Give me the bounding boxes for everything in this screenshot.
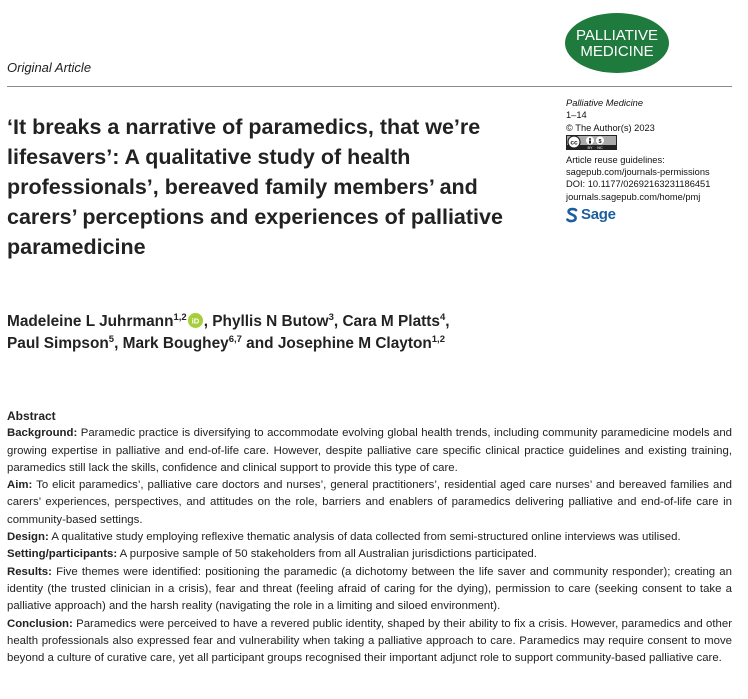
logo-line-2: MEDICINE <box>580 43 654 60</box>
journal-logo <box>564 12 670 74</box>
author: Madeleine L Juhrmann$^{1,2}$ <box>7 311 187 330</box>
orcid-icon[interactable] <box>188 313 203 328</box>
svg-text:BY: BY <box>587 146 593 151</box>
journal-name: Palliative Medicine <box>566 98 643 108</box>
reuse-guidelines-label: Article reuse guidelines: <box>566 154 665 165</box>
journal-homepage-link[interactable]: journals.sagepub.com/home/pmj <box>566 191 701 202</box>
abstract-heading: Abstract <box>7 409 56 423</box>
article-metadata <box>566 97 736 223</box>
svg-text:$: $ <box>598 139 602 146</box>
abstract-setting: Setting/participants: A purposive sample of 50 stakeholders from all Australian jurisdictions participated. <box>7 548 537 561</box>
author-list: Madeleine L Juhrmann$^{1,2}$ iD , Phyllis N Butow$^3$, Cara M Platts$^4$, Paul Simpson$^5$, Mark Boughey$^{6,7}$ and Josephine M Clayton$^{1,2}$ <box>7 311 450 352</box>
publisher-name: Sage <box>581 206 616 224</box>
abstract-results: Results: Five themes were identified: positioning the paramedic (a dichotomy between the life saver and community responder); creating an identity (the trusted clinician in a crisis), fear and threat (feeling afraid of caring for the dying), permission to care (seeking consent to take a palliative approach) and the harsh reality (navigating the role in a limiting and siloed environment). <box>7 565 732 613</box>
article-title: ‘It breaks a narrative of paramedics, that we’re lifesavers’: A qualitative study of health professionals’, bereaved family members’ and carers’ perceptions and experiences of palliative paramedicine <box>7 115 503 259</box>
author: Phyllis N Butow$^3$ <box>212 311 334 330</box>
page-range: 1–14 <box>566 110 587 121</box>
sage-logo <box>566 207 736 223</box>
abstract-background: Background: Paramedic practice is diversifying to accommodate evolving global health trends, including community paramedicine models and growing expertise in palliative and end-of-life care. However, despite palliative care specific clinical practice guidelines and existing training, paramedics still lack the skills, confidence and clinical support to provide this type of care. <box>7 427 732 474</box>
author: Josephine M Clayton$^{1,2}$ <box>277 333 445 352</box>
doi[interactable]: DOI: 10.1177/02692163231186451 <box>566 179 711 190</box>
svg-text:cc: cc <box>570 139 578 147</box>
author: Cara M Platts$^4$ <box>342 311 446 330</box>
abstract-conclusion: Conclusion: Paramedics were perceived to have a revered public identity, shaped by their ability to fix a crisis. However, paramedics and other health professionals also expressed fear and vulnerability when taking a palliative approach to care. Paramedics may require consent to move beyond a culture of curative care, yet all participant groups recognised their important adjunct role to support community-based palliative care. <box>7 617 732 665</box>
abstract-design: Design: A qualitative study employing reflexive thematic analysis of data collected from semi-structured online interviews was utilised. <box>7 531 681 544</box>
copyright: © The Author(s) 2023 <box>566 122 655 133</box>
article-type: Original Article <box>7 60 92 75</box>
abstract <box>7 408 732 667</box>
sage-s-icon <box>566 207 578 223</box>
logo-line-1: PALLIATIVE <box>576 27 658 44</box>
cc-by-nc-icon[interactable] <box>566 135 617 150</box>
author: Mark Boughey$^{6,7}$ <box>122 333 242 352</box>
svg-text:iD: iD <box>191 316 200 326</box>
header-divider <box>7 86 732 87</box>
author: Paul Simpson$^5$ <box>7 333 115 352</box>
svg-text:NC: NC <box>597 146 603 151</box>
abstract-aim: Aim: To elicit paramedics’, palliative care doctors and nurses’, general practitioners’, residential aged care nurses’ and bereaved families and carers’ experiences, perspectives, and attitudes on the role, barriers and enablers of paramedics delivering palliative and end-of-life care in community-based settings. <box>7 479 732 526</box>
palliative-medicine-logo <box>564 12 670 74</box>
reuse-guidelines-link[interactable]: sagepub.com/journals-permissions <box>566 167 710 178</box>
